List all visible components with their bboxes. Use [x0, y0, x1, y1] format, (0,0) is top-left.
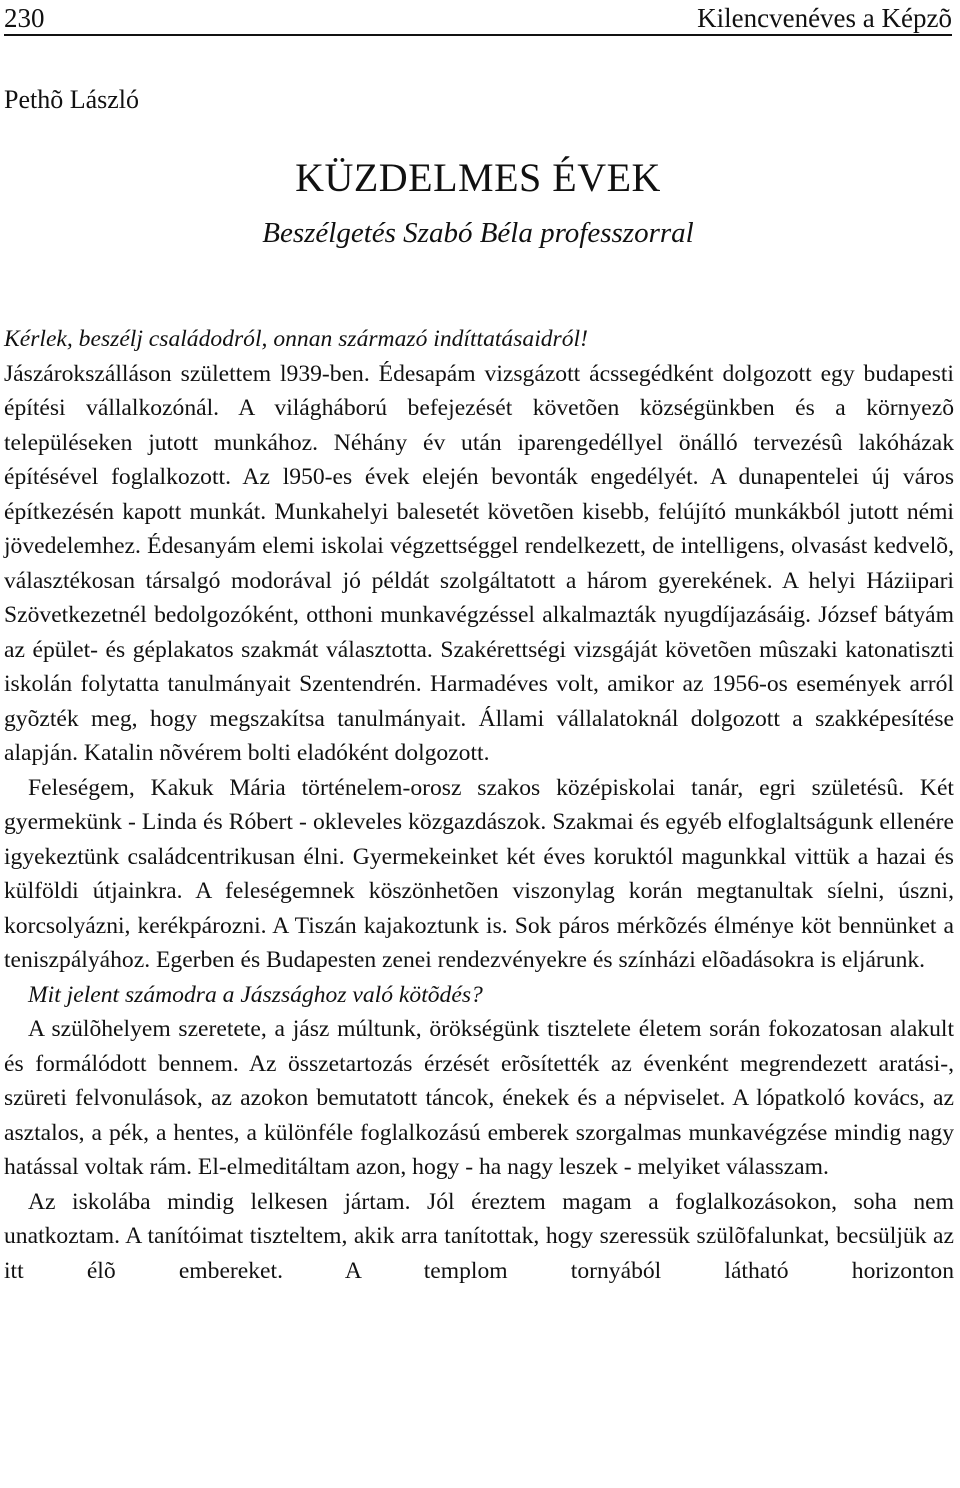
interview-question: Mit jelent számodra a Jászsághoz való kötõdés? — [28, 981, 483, 1008]
article-title: KÜZDELMES ÉVEK — [295, 155, 661, 200]
running-header — [4, 2, 952, 36]
answer-paragraph: Feleségem, Kakuk Mária történelem-orosz szakos középiskolai tanár, egri születésû. Két gyermekünk - Linda és Róbert - okleveles közgazdászok. Szakmai és egyéb elfoglaltságunk ellenére igyekeztünk családcentrikusan élni. Gyermekeinket két éves koruktól magunkkal vittük a hazai és külföldi útjainkra. A feleségemnek köszönhetõen viszonylag korán megtanultak síelni, úszni, korcsolyázni, kerékpározni. A Tiszán kajakoztunk is. Sok páros mérkõzés élménye köt bennünket a teniszpályához. Egerben és Budapesten zenei rendezvényekre és színházi elõadásokra is eljárunk. — [4, 774, 954, 973]
page-number: 230 — [4, 3, 45, 33]
answer-paragraph: Az iskolába mindig lelkesen jártam. Jól éreztem magam a foglalkozásokon, soha nem unatkoztam. A tanítóimat tiszteltem, akik arra tanítottak, hogy szeressük szülõfalunkat, becsüljük az itt élõ embereket. A templom tornyából látható horizonton — [4, 1188, 954, 1284]
journal-title: Kilencvenéves a Képzõ — [697, 3, 952, 33]
article-author: Pethõ László — [4, 85, 140, 114]
answer-paragraph: A szülõhelyem szeretete, a jász múltunk, örökségünk tisztelete életem során fokozatosan alakult és formálódott bennem. Az összetartozás érzését erõsítették az évenként megrendezett aratási-, szüreti felvonulások, az azokon bemutatott táncok, énekek és a népviselet. A lópatkoló kovács, az asztalos, a pék, a hentes, a különféle foglalkozású emberek szorgalmas munkavégzése mindig nagy hatással voltak rám. El-elmeditáltam azon, hogy - ha nagy leszek - melyiket válasszam. — [4, 1016, 954, 1180]
answer-paragraph: Jászárokszálláson születtem l939-ben. Édesapám vizsgázott ácssegédként dolgozott egy budapesti építési vállalkozónál. A világháború befejezését követõen községünkben és a környezõ településeken jutott munkához. Néhány év után iparengedéllyel önálló tervezésû lakóházak építésével foglalkozott. Az l950-es évek elején bevonták engedélyét. A dunapentelei új város építkezésén kapott munkát. Munkahelyi balesetét követõen kisebb, felújító munkákból jutott némi jövedelemhez. Édesanyám elemi iskolai végzettséggel rendelkezett, de intelligens, olvasást kedvelõ, választékosan társalgó modorával jó példát szolgáltatott a három gyerekének. A helyi Háziipari Szövetkezetnél bedolgozóként, otthoni munkavégzéssel alkalmazták nyugdíjazásáig. József bátyám az épület- és géplakatos szakmát választotta. Szakérettségi vizsgáját követõen mûszaki katonatiszti iskolán folytatta tanulmányait Szentendrén. Harmadéves volt, amikor az 1956-os események arról gyõzték meg, hogy megszakítsa tanulmányait. Állami vállalatoknál dolgozott a szakképesítése alapján. Katalin nõvérem bolti eladóként dolgozott. — [4, 360, 954, 766]
interview-question: Kérlek, beszélj családodról, onnan származó indíttatásaidról! — [4, 326, 588, 352]
article-subtitle: Beszélgetés Szabó Béla professzorral — [262, 217, 694, 249]
article-body — [4, 322, 954, 1288]
